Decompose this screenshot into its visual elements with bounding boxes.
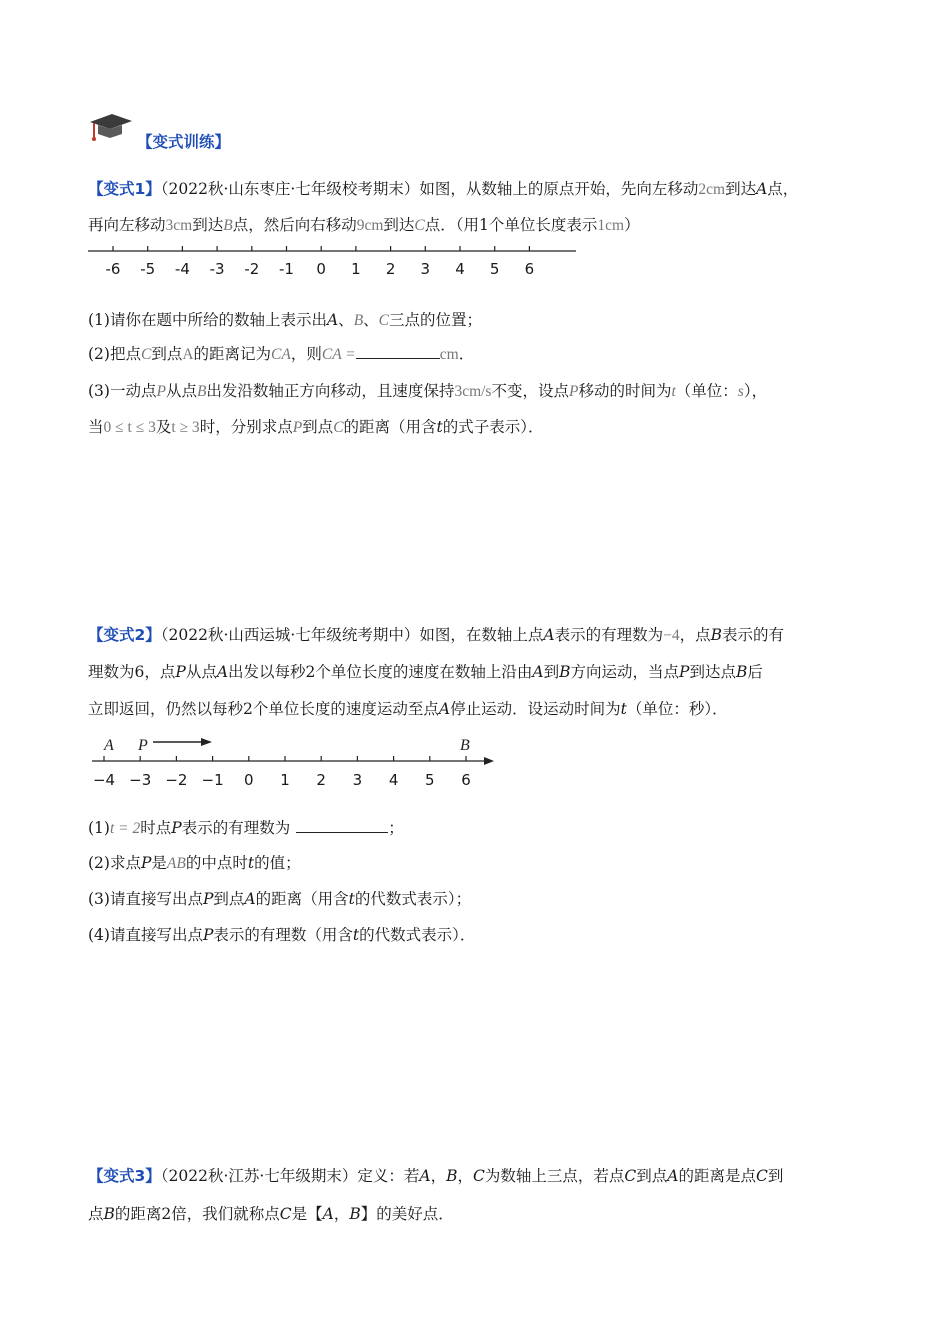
text-fragment: B: [349, 1205, 361, 1223]
q1-line2: [88, 215, 640, 236]
text-fragment: A: [532, 663, 544, 681]
text-fragment: ，: [333, 1205, 350, 1223]
math-symbol: P: [568, 383, 579, 400]
text-fragment: 的式子表示）．: [442, 418, 544, 436]
text-fragment: B: [710, 626, 722, 644]
math-symbol: B: [353, 312, 364, 329]
text-fragment: 时，分别求点: [199, 418, 293, 436]
q2-part2: [88, 853, 301, 874]
axis-tick-label: 4: [455, 260, 465, 278]
text-fragment: 时点: [140, 819, 172, 837]
q1-part1: [88, 310, 482, 331]
text-fragment: 是: [151, 854, 167, 872]
text-fragment: 如图，从数轴上的原点开始，先向左移动: [419, 180, 699, 198]
q1-part2-unit: [440, 345, 474, 363]
text-fragment: (2)求点: [88, 854, 141, 872]
text-fragment: t: [436, 418, 443, 436]
text-fragment: 到点: [213, 890, 245, 908]
text-fragment: 的距离（用含: [343, 418, 437, 436]
graduation-cap-icon: [88, 112, 134, 146]
text-fragment: 表示的有理数为: [181, 819, 291, 837]
q2-line3: [88, 699, 728, 719]
axis-tick-label: 5: [489, 260, 500, 278]
text-fragment: 的距离（用含: [255, 890, 349, 908]
axis-tick-label: -5: [140, 260, 156, 278]
axis-tick-label: -3: [209, 260, 225, 278]
text-fragment: 到达点: [689, 663, 736, 681]
q2-tag: 【变式2】: [88, 626, 161, 644]
text-fragment: (1): [88, 819, 110, 837]
q2-label-a: A: [104, 737, 114, 754]
q2-line2: [88, 662, 763, 682]
math-symbol: t: [671, 383, 676, 400]
text-fragment: (3)一动点: [88, 382, 157, 400]
text-fragment: （单位：: [675, 382, 738, 400]
math-symbol: 0 ≤ t ≤ 3: [103, 419, 156, 436]
math-symbol: C: [378, 312, 390, 329]
math-symbol: t ≥ 3: [171, 419, 200, 436]
text-fragment: 不变，设点: [491, 382, 569, 400]
text-fragment: 立即返回，仍然以每秒2个单位长度的速度运动至点: [88, 700, 439, 718]
axis-tick-label: 1: [280, 771, 290, 789]
text-fragment: 点，然后向右移动: [232, 216, 357, 234]
q3-source: （2022秋·江苏·七年级期末）: [160, 1167, 358, 1185]
q3-line1: [357, 1167, 783, 1185]
text-fragment: P: [202, 926, 214, 944]
text-fragment: 理数为6，点: [88, 663, 176, 681]
q1-part2-text: [88, 345, 356, 363]
math-symbol: CA: [271, 346, 291, 363]
axis-tick-label: 1: [351, 260, 361, 278]
text-fragment: A: [326, 311, 339, 329]
text-fragment: 表示的有理数为: [554, 626, 664, 644]
text-fragment: 表示的有: [722, 626, 785, 644]
text-fragment: ）: [624, 216, 640, 234]
text-fragment: ），: [743, 382, 768, 400]
text-fragment: A: [419, 1167, 431, 1185]
axis-tick-label: -4: [174, 260, 190, 278]
q3-tag: 【变式3】: [88, 1167, 161, 1185]
text-fragment: 定义：若: [357, 1167, 420, 1185]
text-fragment: 、: [338, 311, 354, 329]
text-fragment: 】的美好点．: [360, 1205, 454, 1223]
q2-label-b: B: [460, 737, 470, 754]
text-fragment: C: [279, 1205, 292, 1223]
axis-tick-label: −1: [201, 771, 224, 789]
q2-line1: [419, 626, 784, 644]
text-fragment: C: [473, 1167, 485, 1185]
text-fragment: t: [348, 890, 355, 908]
text-fragment: 到: [767, 1167, 784, 1185]
math-symbol: cm: [439, 346, 459, 363]
text-fragment: A: [667, 1167, 679, 1185]
text-fragment: B: [103, 1205, 115, 1223]
text-fragment: 方向运动，当点: [570, 663, 680, 681]
text-fragment: 后: [747, 663, 763, 681]
text-fragment: 再向左移动: [88, 216, 166, 234]
q2-part3: [88, 889, 471, 909]
axis-tick-label: 6: [461, 771, 471, 789]
math-symbol: B: [223, 217, 233, 234]
text-fragment: B: [559, 663, 571, 681]
text-fragment: 出发以每秒2个单位长度的速度在数轴上沿由: [228, 663, 533, 681]
text-fragment: t: [620, 700, 627, 718]
text-fragment: 停止运动．设运动时间为: [450, 700, 621, 718]
text-fragment: t: [247, 854, 255, 872]
math-symbol: s: [737, 383, 744, 400]
q2-part1-text: [88, 819, 290, 837]
text-fragment: 点: [88, 1205, 104, 1223]
axis-tick-label: 2: [385, 260, 396, 278]
q3-line2: [88, 1204, 454, 1224]
q2-direction-arrow-head: [201, 738, 212, 746]
text-fragment: 到达: [725, 180, 757, 198]
axis-tick-label: 3: [352, 771, 363, 789]
math-symbol: C: [140, 346, 152, 363]
q1-tag: 【变式1】: [88, 180, 161, 198]
text-fragment: ，点: [679, 626, 711, 644]
axis-tick-label: -1: [279, 260, 294, 278]
q2-number-line: [88, 732, 508, 792]
text-fragment: ．: [458, 345, 475, 363]
text-fragment: 的值；: [254, 854, 301, 872]
math-symbol: AB: [166, 855, 186, 872]
text-fragment: B: [735, 663, 748, 681]
q1-part2: [88, 344, 474, 365]
text-fragment: B: [446, 1167, 458, 1185]
q2-label-p: P: [138, 737, 148, 754]
math-symbol: 9cm: [356, 217, 384, 234]
text-fragment: 是【: [291, 1205, 323, 1223]
text-fragment: （单位：秒）．: [626, 700, 728, 718]
axis-tick-label: -6: [105, 260, 121, 278]
text-fragment: P: [679, 663, 690, 681]
text-fragment: A: [322, 1205, 334, 1223]
math-symbol: P: [292, 419, 303, 436]
text-fragment: ，: [457, 1167, 473, 1185]
text-fragment: A: [216, 663, 229, 681]
text-fragment: 点，: [767, 180, 799, 198]
text-fragment: 、: [363, 311, 379, 329]
axis-tick-label: 5: [425, 771, 435, 789]
section-title: 【变式训练】: [137, 133, 231, 151]
q2-part1: [88, 818, 404, 839]
q1-part3-line1: [88, 381, 767, 402]
text-fragment: 为数轴上三点，若点: [484, 1167, 625, 1185]
text-fragment: 出发沿数轴正方向移动，且速度保持: [206, 382, 455, 400]
q1-source: （2022秋·山东枣庄·七年级校考期末）: [160, 180, 420, 198]
q1-number-line: [86, 240, 576, 280]
text-fragment: P: [202, 890, 214, 908]
text-fragment: 的距离2倍，我们就称点: [114, 1205, 280, 1223]
q2-axis-arrow: [484, 757, 494, 765]
text-fragment: 三点的位置；: [389, 311, 483, 329]
text-fragment: A: [543, 626, 555, 644]
axis-tick-label: 2: [316, 771, 326, 789]
text-fragment: t: [352, 926, 360, 944]
math-symbol: C: [333, 419, 344, 436]
text-fragment: C: [624, 1167, 637, 1185]
math-symbol: 2cm: [698, 181, 726, 198]
math-symbol: B: [196, 383, 207, 400]
math-symbol: A: [182, 346, 194, 363]
text-fragment: 到点: [302, 418, 334, 436]
text-fragment: A: [244, 890, 256, 908]
text-fragment: 如图，在数轴上点: [419, 626, 544, 644]
text-fragment: 的代数式表示）．: [359, 926, 476, 944]
q2-header-line: [88, 625, 784, 646]
text-fragment: P: [140, 854, 152, 872]
q2-part4: [88, 925, 475, 945]
q1-part3-line2: [88, 417, 544, 438]
axis-tick-label: 4: [388, 771, 399, 789]
text-fragment: 到达: [192, 216, 224, 234]
text-fragment: 到点: [151, 345, 183, 363]
text-fragment: (4)请直接写出点: [88, 926, 203, 944]
q2-source: （2022秋·山西运城·七年级统考期中）: [160, 626, 420, 644]
q2-part1-end: [388, 819, 404, 837]
axis-tick-label: −3: [129, 771, 152, 789]
text-fragment: A: [438, 700, 451, 718]
math-symbol: −4: [663, 627, 680, 644]
text-fragment: 的距离是点: [678, 1167, 756, 1185]
q1-header-line: [88, 179, 798, 200]
math-symbol: CA =: [321, 346, 356, 363]
text-fragment: ；: [388, 819, 404, 837]
axis-tick-label: 0: [244, 771, 254, 789]
math-symbol: 3cm: [165, 217, 193, 234]
text-fragment: C: [756, 1167, 768, 1185]
axis-tick-label: 3: [420, 260, 431, 278]
text-fragment: 到: [543, 663, 560, 681]
text-fragment: ，则: [290, 345, 322, 363]
text-fragment: P: [175, 663, 186, 681]
text-fragment: (2)把点: [88, 345, 141, 363]
math-symbol: 1cm: [597, 217, 625, 234]
text-fragment: 及: [155, 418, 172, 436]
q3-header-line: [88, 1166, 783, 1186]
q2-answer-blank[interactable]: [296, 818, 388, 833]
text-fragment: 表示的有理数（用含: [213, 926, 353, 944]
text-fragment: 的距离记为: [193, 345, 272, 363]
math-symbol: C: [414, 217, 425, 234]
axis-tick-label: −4: [92, 771, 116, 789]
text-fragment: P: [171, 819, 182, 837]
text-fragment: 当: [88, 418, 104, 436]
math-symbol: P: [156, 383, 166, 400]
text-fragment: (3)请直接写出点: [88, 890, 203, 908]
text-fragment: (1)请你在题中所给的数轴上表示出: [88, 311, 327, 329]
text-fragment: 点．（用1个单位长度表示: [424, 216, 598, 234]
text-fragment: 从点: [165, 382, 197, 400]
text-fragment: ，: [430, 1167, 447, 1185]
math-symbol: 3cm/s: [454, 383, 492, 400]
text-fragment: 从点: [185, 663, 217, 681]
axis-tick-label: -2: [244, 260, 260, 278]
text-fragment: 移动的时间为: [578, 382, 672, 400]
text-fragment: 到点: [636, 1167, 668, 1185]
math-symbol: t = 2: [109, 820, 141, 837]
axis-tick-label: 6: [524, 260, 535, 278]
text-fragment: A: [756, 180, 768, 198]
q1-line1: [419, 180, 798, 198]
axis-tick-label: 0: [316, 260, 326, 278]
axis-tick-label: −2: [165, 771, 188, 789]
text-fragment: 的代数式表示）；: [354, 890, 472, 908]
text-fragment: 的中点时: [185, 854, 248, 872]
q1-answer-blank[interactable]: [356, 344, 440, 359]
text-fragment: 到达: [383, 216, 415, 234]
